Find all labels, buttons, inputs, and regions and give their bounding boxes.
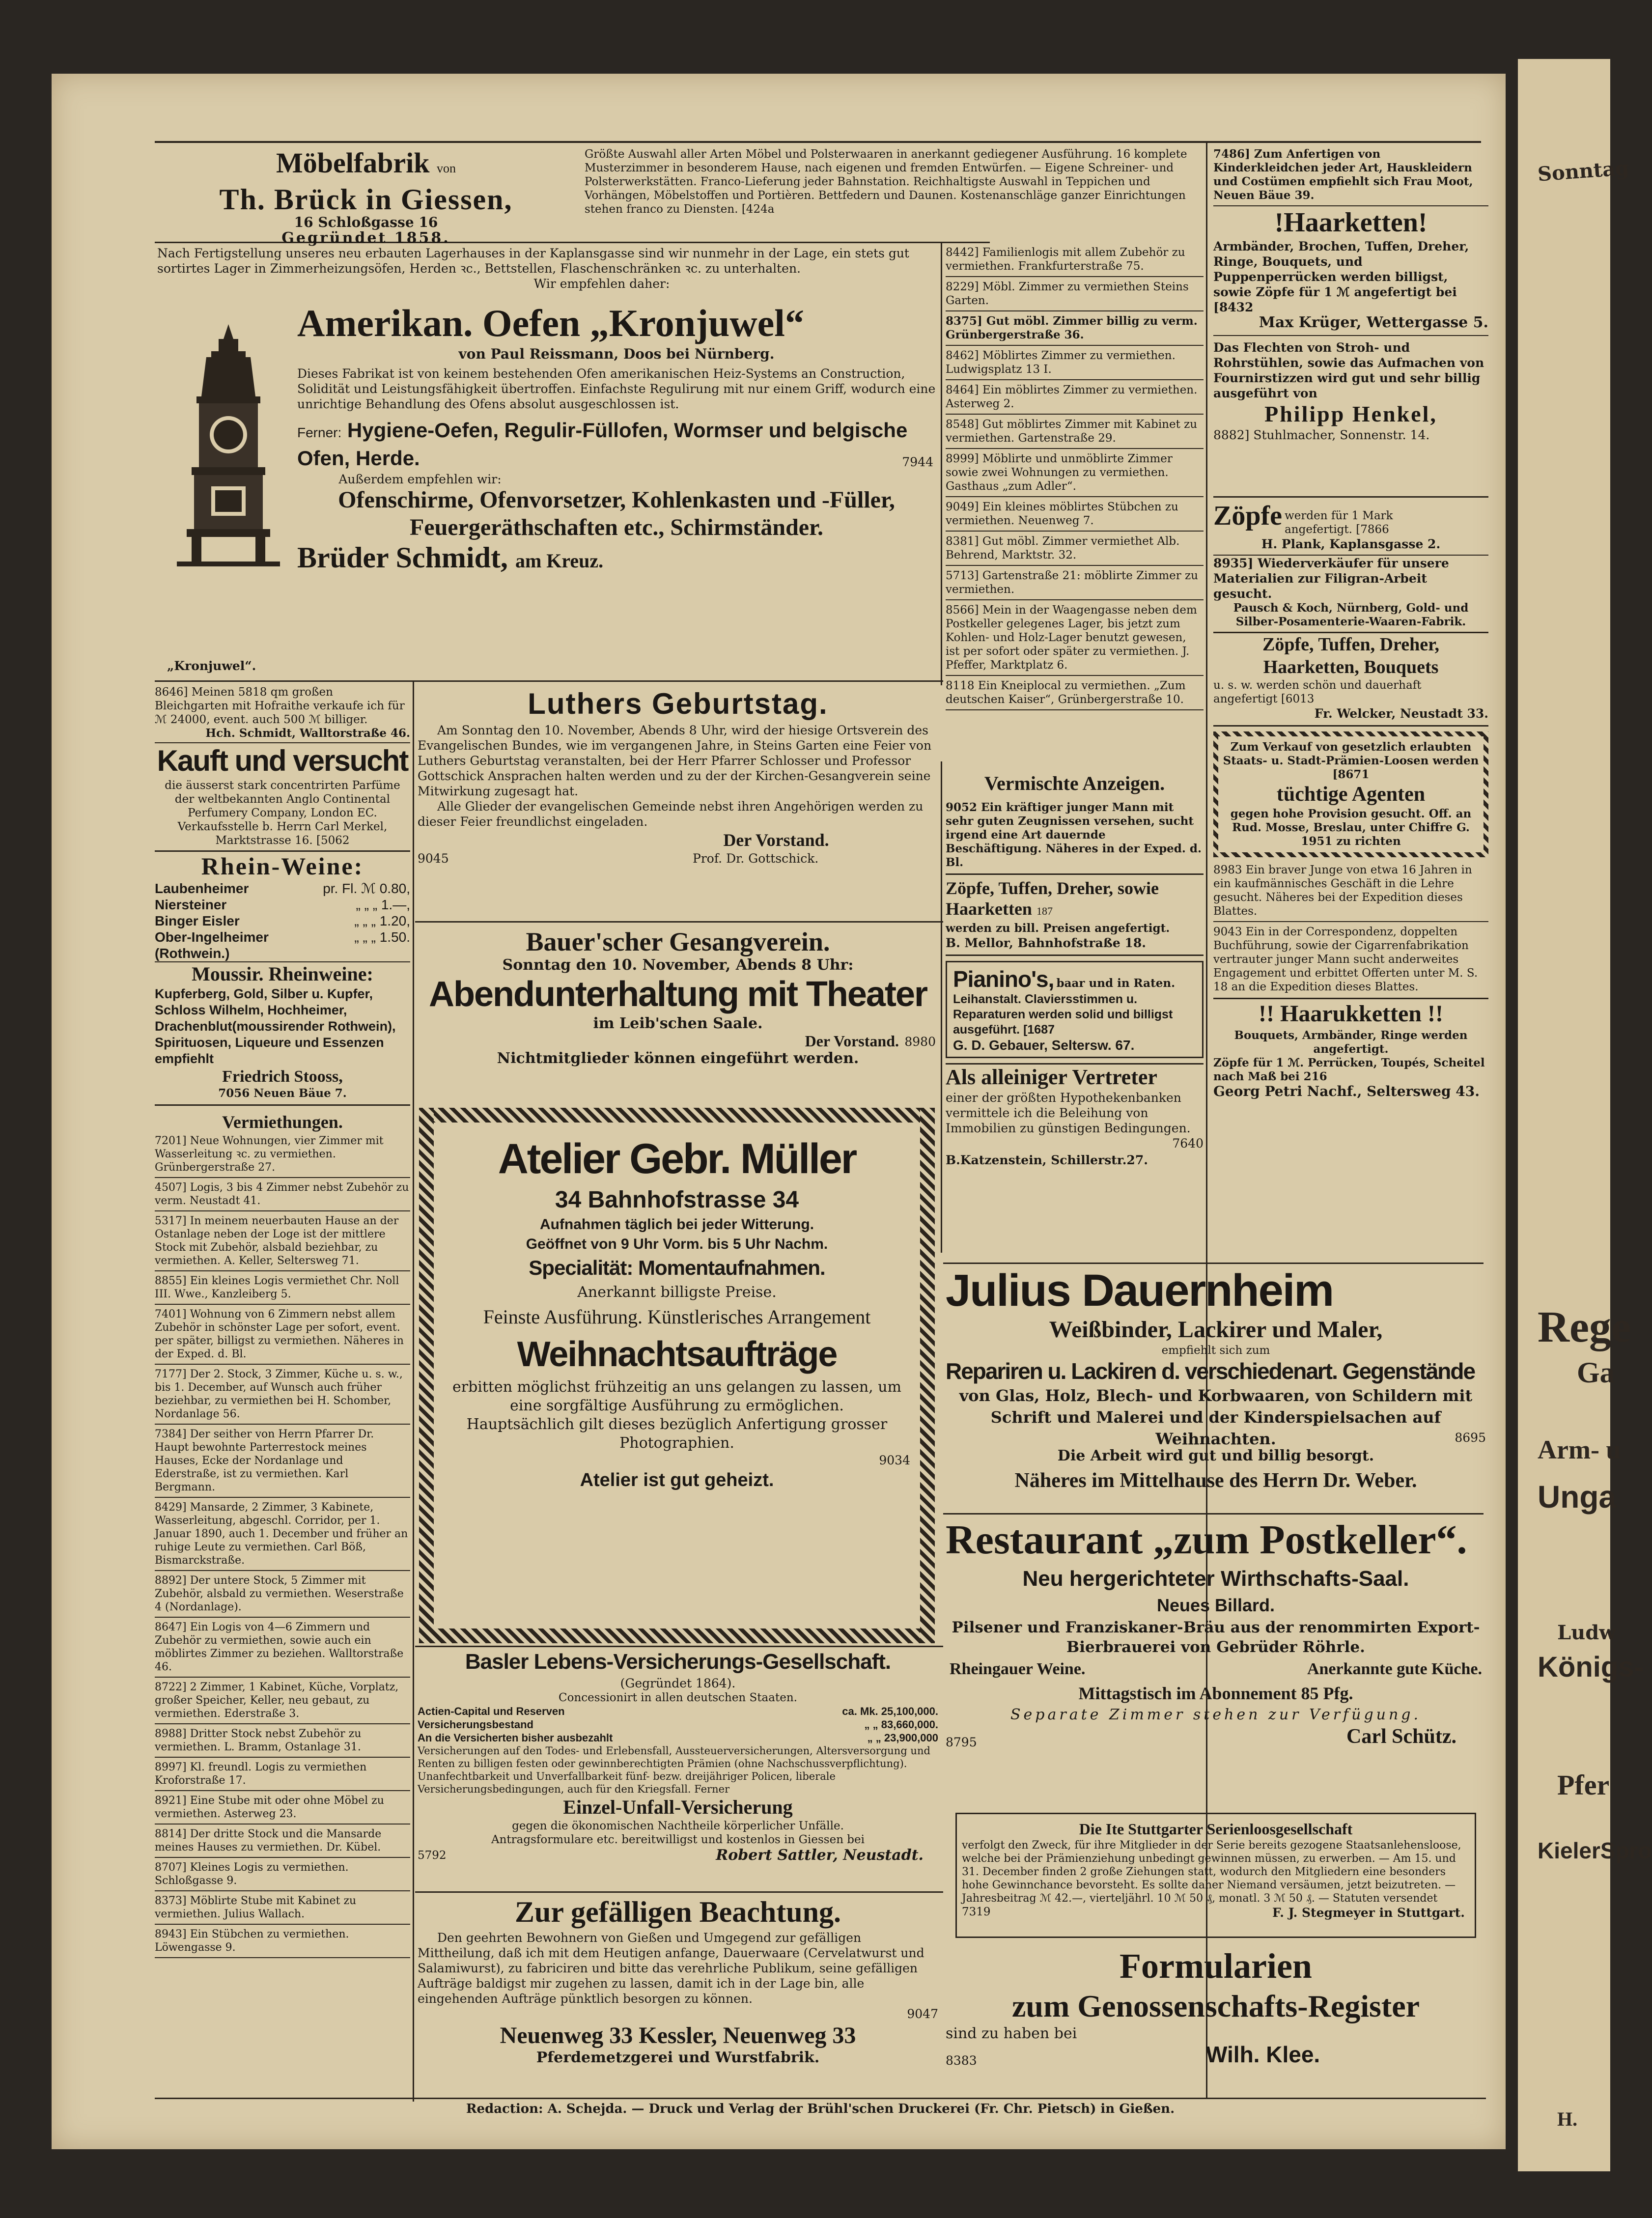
mellor-name: B. Mellor, Bahnhofstraße 18. [946,935,1204,956]
formularien-sub: zum Genossenschafts-Register [1011,1989,1420,2023]
moussir-title: Moussir. Rheinweine: [155,961,410,986]
luther-sign2: Prof. Dr. Gottschick. [693,851,819,866]
formularien-ad [946,1945,1486,2098]
piano-name: G. D. Gebauer, Seltersw. 67. [953,1038,1135,1053]
vermischte-section [946,766,1204,1260]
basler-top-rule [415,1646,943,1647]
dauernheim-rec: empfiehlt sich zum [1161,1344,1270,1357]
petri-title: !! Haarukketten !! [1259,1000,1443,1027]
filigran-ad: 8935] Wiederverkäufer für unsere Materialien zur Filigran-Arbeit gesucht. [1213,556,1449,601]
moebelfabrik-ad [155,147,577,247]
rheinweine-title: Rhein-Weine: [201,852,364,880]
postkeller-rooms: Separate Zimmer stehen zur Verfügung. [1010,1706,1422,1723]
next-pfer: Pfer [1557,1769,1610,1801]
small-ad-8381: 8381] Gut möbl. Zimmer vermiethet Alb. Behrend, Marktstr. 32. [946,534,1204,566]
next-arm: Arm- u [1538,1435,1621,1464]
ornament-border-right [920,1108,935,1643]
column-rule-2b [941,761,942,1253]
basler-unfall: Einzel-Unfall-Versicherung [563,1796,793,1818]
basler-figures [418,1705,938,1744]
wine-name: Niersteiner [155,897,227,912]
agenten-text1: Zum Verkauf von gesetzlich erlaubten Staats- u. Stadt-Prämien-Loosen werden [8671 [1223,740,1479,781]
rental-listing: 8373] Möblirte Stube mit Kabinet zu vermiethen. Julius Wallach. [155,1894,410,1925]
postkeller-billard: Neues Billard. [1156,1595,1275,1615]
piano-text: Leihanstalt. Claviersstimmen u. Reparaturen werden solid und billigst ausgeführt. [1687 [953,992,1173,1037]
bauer-note: Nichtmitglieder können eingeführt werden. [497,1050,859,1067]
kauft-title: Kauft und versucht [157,744,408,777]
dauernheim-line2: von Glas, Holz, Blech- und Korbwaaren, von Schildern mit Schrift und Malerei und der Kinderspielsachen auf Weihnachten. [959,1386,1473,1448]
basler-figure-label: Actien-Capital und Reserven [418,1705,565,1717]
postkeller-num: 8795 [946,1735,977,1749]
kauft-text: die äusserst stark concentrirten Parfüme der weltbekannten Anglo Continental Perfumery Company, London EC. Verkaufsstelle b. Herrn Carl Merkel, Marktstrasse 16. [5062 [155,779,410,852]
next-ludw: Ludw [1557,1621,1616,1644]
dauernheim-title: Julius Dauernheim [946,1265,1334,1316]
haarketten-top-section [1213,147,1488,491]
dauernheim-line4: Näheres im Mittelhause des Herrn Dr. Weber. [1014,1469,1417,1492]
basler-figure-label: An die Versicherten bisher ausbezahlt [418,1732,613,1744]
moussir-text: Kupferberg, Gold, Silber u. Kupfer, Schloss Wilhelm, Hochheimer, Drachenblut(moussirender Rothwein), Spirituosen, Liqueure und Essenzen empfiehlt [155,986,396,1066]
rental-listing: 8814] Der dritte Stock und die Mansarde meines Hauses zu vermiethen. Dr. Kübel. [155,1827,410,1858]
rental-listing: 8429] Mansarde, 2 Zimmer, 3 Kabinete, Wasserleitung, abgeschl. Corridor, per 1. Januar 1890, auch 1. December und früher an ruhige Leute zu vermiethen. Carl Böß, Bismarckstraße. [155,1501,410,1571]
wine-name: Binger Eisler [155,913,240,928]
top-rule [155,141,1481,143]
mid-small-ads [946,246,1204,761]
wine-name: Ober-Ingelheimer [155,929,269,945]
petri-name: Georg Petri Nachf., Seltersweg 43. [1213,1083,1480,1099]
basler-figure-value: „ „ 23,900,000 [867,1732,938,1744]
plank-title: Zöpfe [1213,501,1282,531]
stove-caption: „Kronjuwel“. [167,659,256,673]
formularien-num: 8383 [946,2053,977,2068]
postkeller-sub: Neu hergerichteter Wirthschafts-Saal. [1022,1567,1409,1591]
atelier-ad [419,1108,935,1643]
beachtung-top-rule [415,1891,943,1893]
small-ad-8999: 8999] Möblirte und unmöblirte Zimmer sowie zwei Wohnungen zu vermiethen. Gasthaus „zum Adler“. [946,452,1204,497]
agenten-title: tüchtige Agenten [1276,783,1426,806]
newspaper-page [52,74,1506,2149]
mellor-title: Zöpfe, Tuffen, Dreher, sowie Haarketten 187 [946,878,1159,919]
small-ad-8442: 8442] Familienlogis mit allem Zubehör zu vermiethen. Frankfurterstraße 75. [946,246,1204,277]
stooss-name: Friedrich Stooss, [222,1067,343,1086]
beachtung-title: Zur gefälligen Beachtung. [515,1896,841,1928]
rental-listing: 8892] Der untere Stock, 5 Zimmer mit Zubehör, alsbald zu vermiethen. Weserstraße 4 (Nordanlage). [155,1574,410,1618]
stuttgart-title: Die Ite Stuttgarter Serienloosgesellschaft [1079,1820,1353,1838]
next-masthead: Sonntag [1537,156,1630,186]
moebel-text: Größte Auswahl aller Arten Möbel und Polsterwaaren in anerkannt gediegener Ausführung. 16 komplete Musterzimmer in besonderem Hause, nach eigenen und fremden Entwürfen. — Eigene Schreiner- und Polsterwerkstätten. Franco-Lieferung jeder Bahnstation. Reichhaltigste Auswahl in Teppichen und Vorhängen, Möbelstoffen und Portièren. Bettfedern und Daunen. Kostenanschläge ganzer Einrichtungen stehen franco zu Diensten. [424a [585,148,1187,216]
correspondent-ad: 9043 Ein in der Correspondenz, doppelten Buchführung, sowie der Cigarrenfabrikation vertrauter junger Mann sucht anderweites Engagement und erbittet Offerten unter M. S. 18 an die Expedition dieses Blattes. [1213,925,1488,999]
column-rule-2a [941,243,942,685]
moebel-founded: Gegründet 1858. [281,229,450,247]
wine-row [155,929,410,945]
piano-box [946,961,1204,1058]
rental-listing: 8921] Eine Stube mit oder ohne Möbel zu vermiethen. Asterweg 23. [155,1794,410,1825]
agenten-text2: gegen hohe Provision gesucht. Off. an Rud. Mosse, Breslau, unter Chiffre G. 1951 zu richten [1230,807,1472,848]
rental-listing: 4507] Logis, 3 bis 4 Zimmer nebst Zubehör zu verm. Neustadt 41. [155,1181,410,1211]
atelier-text2: Hauptsächlich gilt dieses bezüglich Anfertigung grosser Photographien. [466,1416,888,1452]
vertreter-title: Als alleiniger Vertreter [946,1063,1204,1090]
rental-listing: 8855] Ein kleines Logis vermiethet Chr. Noll III. Wwe., Kanzleiberg 5. [155,1274,410,1305]
luther-text2: Alle Glieder der evangelischen Gemeinde nebst ihren Angehörigen werden zu dieser Feier freundlichst eingeladen. [418,799,924,829]
haarketten-title: !Haarketten! [1274,207,1428,238]
wine-row [155,913,410,929]
wine-list [155,880,410,961]
column-rule-1 [413,682,414,2102]
basler-text: Versicherungen auf den Todes- und Erlebensfall, Aussteuerversicherungen, Altersversorgung und Renten zu billigen festen oder gewinnberechtigten Prämien (ohne Nachschussverpflichtung). Unanfechtbarkeit und Unverfallbarkeit fünf- bezw. dreijähriger Policen, liberale Versicherungsbedingungen, auch für den Kriegsfall. Ferner [418,1745,930,1795]
atelier-address: 34 Bahnhofstrasse 34 [555,1187,799,1213]
small-ad-8118: 8118 Ein Kneiplocal zu vermiethen. „Zum deutschen Kaiser“, Grünbergerstraße 10. [946,679,1204,710]
luther-text: Am Sonntag den 10. November, Abends 8 Uhr, wird der hiesige Ortsverein des Evangelischen Bundes, wie im vergangenen Jahre, in Steins Garten eine Feier von Luthers Geburtstag veranstalten, bei der Herr Pfarrer Schlosser und Professor Gottschick Ansprachen halten werden und zu der der Kirchen-Gesangverein seine Mitwirkung zugesagt hat. [418,723,932,798]
vertreter-name: B.Katzenstein, Schillerstr.27. [946,1153,1148,1167]
dauernheim-trade: Weißbinder, Lackirer und Maler, [1049,1317,1383,1343]
oefen-num: 7944 [902,455,933,469]
stuttgart-num: 7319 [962,1906,991,1918]
basler-figure-value: ca. Mk. 25,100,000. [842,1705,938,1717]
oefen-also: Außerdem empfehlen wir: [338,472,502,486]
dauernheim-num: 8695 [1455,1431,1486,1445]
basler-num: 5792 [418,1849,447,1862]
kronjuwel-headline: Amerikan. Oefen „Kronjuwel“ [297,302,804,344]
left-column [155,685,410,2095]
plank-text: werden für 1 Mark angefertigt. [7866 [1285,509,1393,536]
agenten-box [1213,731,1488,857]
dauernheim-top-rule [943,1263,1484,1264]
stuhl-flechten-text: Das Flechten von Stroh- und Rohrstühlen, sowie das Aufmachen von Fournirstizzen wird gut und sehr billig ausgeführt von [1213,335,1488,401]
atelier-weihnacht: Weihnachtsaufträge [517,1335,837,1374]
oefen-ferner: Ferner: Hygiene-Oefen, Regulir-Füllofen, Wormser und belgische Ofen, Herde. [297,419,908,470]
rental-listing: 8943] Ein Stübchen zu vermiethen. Löwengasse 9. [155,1928,410,1958]
imprint-footer: Redaction: A. Schejda. — Druck und Verlag der Brühl'schen Druckerei (Fr. Chr. Pietsch) in Gießen. [466,2102,1175,2116]
vertreter-text: einer der größten Hypothekenbanken vermittele ich die Beleihung von Immobilien zu günstigen Bedingungen. [946,1091,1191,1135]
petri-text2: Zöpfe für 1 ℳ. Perrücken, Toupés, Scheitel nach Maß bei 216 [1213,1056,1485,1083]
beachtung-ad [418,1894,938,2095]
postkeller-wine: Rheingauer Weine. [950,1660,1086,1678]
formularien-title: Formularien [1120,1946,1312,1986]
junger-mann-ad: 9052 Ein kräftiger junger Mann mit sehr guten Zeugnissen versehen, sucht irgend eine Art dauernde Beschäftigung. Näheres in der Exped. d. Bl. [946,801,1204,875]
schmidt-firm: Brüder Schmidt, am Kreuz. [297,541,604,574]
ornament-border-left [419,1108,434,1643]
next-title-rege: Rege [1538,1303,1631,1351]
welcker-title: Zöpfe, Tuffen, Dreher, Haarketten, Bouquets [1262,634,1439,677]
oefen-description: Dieses Fabrikat ist von keinem bestehenden Ofen amerikanischen Heiz-Systems an Construction, Solidität und Leistungsfähigkeit übertroffen. Einfachste Regulirung mit nur einem Griff, wodurch eine unrichtige Behandlung des Ofens absolut ausgeschlossen ist. [297,366,936,411]
wine-price: „ „ „ 1.50. [354,929,410,945]
atelier-text: erbitten möglichst frühzeitig an uns gelangen zu lassen, um eine sorgfältige Ausführung zu ermöglichen. [452,1378,901,1414]
stuttgart-text: verfolgt den Zweck, für ihre Mitglieder in der Serie bereits gezogene Staatsanlehensloose, welche bei der Prämienziehung unbedingt gewinnen müssen, zu erwerben. — Am 15. und 31. December finden 2 große Ziehungen statt, wodurch den Mitgliedern eine besonders hohe Gewinnchance bevorsteht. Es sollte daher Niemand versäumen, jetzt beizutreten. — Jahresbeitrag ℳ 42.—, vierteljährl. 10 ℳ 50 ₰, monatl. 3 ℳ 50 ₰. — Statuten versendet [962,1839,1461,1905]
mellor-text: werden zu bill. Preisen angefertigt. [946,922,1170,935]
moebelfabrik-title: Möbelfabrik von [276,147,456,179]
postkeller-title: Restaurant „zum Postkeller“. [946,1517,1467,1563]
vermiethungen-title: Vermiethungen. [222,1112,343,1132]
atelier-foot: Atelier ist gut geheizt. [580,1470,774,1490]
atelier-line2: Geöffnet von 9 Uhr Vorm. bis 5 Uhr Nachm. [526,1236,828,1252]
stuttgart-name: F. J. Stegmeyer in Stuttgart. [1272,1906,1465,1920]
footer-rule [155,2098,1486,2099]
piano-sub: baar und in Raten. [1056,977,1176,990]
reissmann-maker: von Paul Reissmann, Doos bei Nürnberg. [458,346,775,362]
plank-ad [1213,496,1488,536]
stuttgart-ad [955,1813,1476,1938]
formularien-text: sind zu haben bei [946,2025,1077,2042]
next-title-ga: Ga [1577,1356,1615,1389]
beachtung-num: 9047 [907,2007,938,2021]
bleichgarten-name: Hch. Schmidt, Walltorstraße 46. [155,727,410,743]
bauer-place: im Leib'schen Saale. [593,1015,763,1032]
welcker-text: u. s. w. werden schön und dauerhaft angefertigt [6013 [1213,678,1422,705]
basler-text2: gegen die ökonomischen Nachtheile körperlicher Unfälle. [512,1820,844,1832]
wine-name: (Rothwein.) [155,946,230,961]
basler-agent: Robert Sattler, Neustadt. [716,1847,924,1864]
rental-listing: 8707] Kleines Logis zu vermiethen. Schloßgasse 9. [155,1861,410,1891]
vertreter-num: 7640 [1172,1136,1204,1151]
basler-sub2: Concessionirt in allen deutschen Staaten. [559,1691,797,1704]
wine-price: „ „ „ 1.20, [354,913,410,928]
oefen-also-items: Ofenschirme, Ofenvorsetzer, Kohlenkasten und -Füller, Feuergeräthschaften etc., Schirmständer. [338,487,895,540]
basler-figure-row [418,1731,938,1744]
luther-num: 9045 [418,851,449,866]
next-h: H. [1557,2108,1578,2130]
wine-name: Laubenheimer [155,881,249,896]
atelier-title: Atelier Gebr. Müller [498,1135,856,1182]
rental-listing: 5317] In meinem neuerbauten Hause an der Ostanlage neben der Loge ist der mittlere Stock mit Zubehör, alsbald beziehbar, zu vermiethen. A. Keller, Seltersweg 71. [155,1214,410,1271]
klee-name: Wilh. Klee. [1206,2042,1320,2067]
stooss-address: 7056 Neuen Bäue 7. [155,1087,410,1106]
bleichgarten-ad: 8646] Meinen 5818 qm großen Bleichgarten mit Hofraithe verkaufe ich für ℳ 24000, event. auch 500 ℳ billiger. [155,686,405,726]
postkeller-name: Carl Schütz. [1346,1725,1456,1748]
oefen-ad [157,246,938,678]
small-ad-5713: 5713] Gartenstraße 21: möblirte Zimmer zu vermiethen. [946,569,1204,600]
atelier-line4: Anerkannt billigste Preise. [577,1284,777,1301]
dauernheim-line1: Repariren u. Lackiren d. verschiedenart. Gegenstände [946,1358,1475,1384]
postkeller-wine-row [946,1657,1486,1682]
filigran-name: Pausch & Koch, Nürnberg, Gold- und Silber-Posamenterie-Waaren-Fabrik. [1213,601,1488,633]
oefen-recommend: Wir empfehlen daher: [533,277,670,291]
adjacent-page-edge [1518,59,1652,2171]
kessler-trade: Pferdemetzgerei und Wurstfabrik. [536,2049,820,2066]
small-ad-8566: 8566] Mein in der Waagengasse neben dem Postkeller gelegenes Lager, bis jetzt zum Kohlen- und Holz-Lager benutzt gewesen, ist per sofort oder später zu vermiethen. J. Pfeffer, Marktplatz 6. [946,603,1204,676]
lehrling-ad: 8983 Ein braver Junge von etwa 16 Jahren in ein kaufmännisches Geschäft in die Lehre gesucht. Näheres bei der Expedition dieses Blattes. [1213,863,1488,922]
haarketten-text: Armbänder, Brochen, Tuffen, Dreher, Ringe, Bouquets, und Puppenperrücken werden billigst, sowie Zöpfe für 1 ℳ angefertigt bei [8432 [1213,239,1469,314]
dauernheim-ad [946,1265,1486,1511]
bauer-title: Bauer'scher Gesangverein. [526,927,830,956]
basler-sub: (Gegründet 1864). [620,1676,736,1690]
atelier-line5: Feinste Ausführung. Künstlerisches Arrangement [483,1306,871,1328]
bauer-headline: Abendunterhaltung mit Theater [428,975,927,1014]
bauer-ad [418,926,938,1103]
rental-listing: 7401] Wohnung von 6 Zimmern nebst allem Zubehör in schönster Lage per sofort, event. per später, billigst zu vermiethen. Näheres in der Exped. d. Bl. [155,1308,410,1365]
postkeller-kitchen: Anerkannte gute Küche. [1307,1660,1482,1678]
atelier-line3: Specialität: Momentaufnahmen. [529,1256,825,1279]
brueck-name: Th. Brück in Giessen, [219,183,513,216]
oefen-intro: Nach Fertigstellung unseres neu erbauten Lagerhauses in der Kaplansgasse sind wir nunmehr in der Lage, ein stets gut sortirtes Lager in Zimmerheizungsöfen, Herden ꝛc., Bettstellen, Flaschenschränken ꝛc. zu unterhalten. [157,246,909,276]
krueger-name: Max Krüger, Wettergasse 5. [1259,314,1488,331]
beachtung-text: Den geehrten Bewohnern von Gießen und Umgegend zur gefälligen Mittheilung, daß ich mit dem Heutigen anfange, Dauerwaare (Cervelatwurst und Salamiwurst), zu fabriciren und bitte das verehrliche Publikum, seine gefälligen Aufträge baldigst mir zugehen zu lassen, damit ich in der Lage bin, alle eingehenden Aufträge pünktlich besorgen zu können. [418,1931,924,2006]
vermiethungen-list [155,1134,410,1958]
luther-ad [418,685,938,921]
rental-listing: 8997] Kl. freundl. Logis zu vermiethen Kroforstraße 17. [155,1761,410,1791]
next-kieler: KielerSpro [1538,1838,1652,1863]
basler-title: Basler Lebens-Versicherungs-Gesellschaft. [465,1650,891,1674]
basler-figure-value: „ „ 83,660,000. [864,1718,938,1731]
henkel-name: Philipp Henkel, [1264,401,1437,426]
atelier-num: 9034 [879,1453,910,1467]
oefen-bottom-rule [155,680,943,682]
luther-title: Luthers Geburtstag. [528,687,828,720]
small-ad-8229: 8229] Möbl. Zimmer zu vermiethen Steins Garten. [946,280,1204,311]
ornament-border-bottom [419,1628,935,1643]
rental-listing: 8647] Ein Logis von 4—6 Zimmern und Zubehör zu vermiethen, sowie auch ein möblirtes Zimmer zu beziehen. Walltorstraße 46. [155,1621,410,1678]
ornament-border-top [419,1108,935,1123]
wine-price: „ „ „ 1.—, [356,897,410,912]
plank-name: H. Plank, Kaplansgasse 2. [1213,536,1488,556]
basler-figure-row [418,1705,938,1718]
rental-listing: 7384] Der seither von Herrn Pfarrer Dr. Haupt bewohnte Parterrestock meines Hauses, Ecke der Nordanlage und Ederstraße, ist zu vermiethen. Karl Bergmann. [155,1428,410,1498]
postkeller-beer: Pilsener und Franziskaner-Bräu aus der renommirten Export-Bierbrauerei von Gebrüder Röhrle. [952,1619,1480,1656]
bauer-date: Sonntag den 10. November, Abends 8 Uhr: [502,956,854,974]
petri-text: Bouquets, Armbänder, Ringe werden angefertigt. [1234,1028,1468,1056]
small-ad-8548: 8548] Gut möblirtes Zimmer mit Kabinet zu vermiethen. Gartenstraße 29. [946,418,1204,449]
kinderkleidchen-ad: 7486] Zum Anfertigen von Kinderkleidchen jeder Art, Hauskleidern und Costümen empfiehlt sich Frau Moot, Neuen Bäue 39. [1213,147,1488,206]
basler-figure-row [418,1718,938,1731]
postkeller-top-rule [943,1513,1484,1515]
rental-listing: 8722] 2 Zimmer, 1 Kabinet, Küche, Vorplatz, großer Speicher, Keller, neu gebaut, zu vermiethen. Ederstraße 3. [155,1681,410,1724]
wine-row [155,945,410,961]
atelier-line1: Aufnahmen täglich bei jeder Witterung. [539,1216,814,1233]
right-column-middle [1213,496,1488,1263]
basler-text3: Antragsformulare etc. bereitwilligst und kostenlos in Giessen bei [491,1833,865,1846]
small-ad-8464: 8464] Ein möblirtes Zimmer zu vermiethen. Asterweg 2. [946,383,1204,415]
moebel-address: 16 Schloßgasse 16 [294,214,438,230]
rental-listing: 7177] Der 2. Stock, 3 Zimmer, Küche u. s. w., bis 1. December, auf Wunsch auch früher beziehbar, zu vermiethen bei H. Schomber, Nordanlage 56. [155,1368,410,1425]
rental-listing: 7201] Neue Wohnungen, vier Zimmer mit Wasserleitung ꝛc. zu vermiethen. Grünbergerstraße 27. [155,1134,410,1178]
wine-row [155,880,410,897]
kessler-address: Neuenweg 33 Kessler, Neuenweg 33 [500,2022,856,2049]
stove-illustration [167,319,290,575]
vermischte-title: Vermischte Anzeigen. [984,772,1165,794]
basler-figure-label: Versicherungsbestand [418,1718,533,1731]
bauer-num: 8980 [904,1035,936,1049]
henkel-address: 8882] Stuhlmacher, Sonnenstr. 14. [1213,428,1430,442]
welcker-name: Fr. Welcker, Neustadt 33. [1213,706,1488,727]
luther-sign: Der Vorstand. [723,830,829,850]
small-ad-8375: 8375] Gut möbl. Zimmer billig zu verm. Grünbergerstraße 36. [946,314,1204,346]
wine-row [155,897,410,913]
rental-listing: 8988] Dritter Stock nebst Zubehör zu vermiethen. L. Bramm, Ostanlage 31. [155,1727,410,1758]
piano-title: Pianino's, [953,966,1054,992]
next-koenigs: Königs- [1538,1651,1644,1683]
postkeller-lunch: Mittagstisch im Abonnement 85 Pfg. [1078,1684,1353,1703]
small-ad-8462: 8462] Möblirtes Zimmer zu vermiethen. Ludwigsplatz 13 I. [946,349,1204,380]
luther-bottom-rule [415,921,943,923]
bauer-sign: Der Vorstand. [805,1032,899,1050]
next-unga: Unga [1538,1479,1616,1515]
dauernheim-line3: Die Arbeit wird gut und billig besorgt. [1057,1447,1374,1464]
postkeller-ad [946,1516,1486,1810]
small-ad-9049: 9049] Ein kleines möblirtes Stübchen zu vermiethen. Neuenweg 7. [946,500,1204,532]
basler-ad [418,1648,938,1891]
wine-price: pr. Fl. ℳ 0.80, [323,881,410,896]
